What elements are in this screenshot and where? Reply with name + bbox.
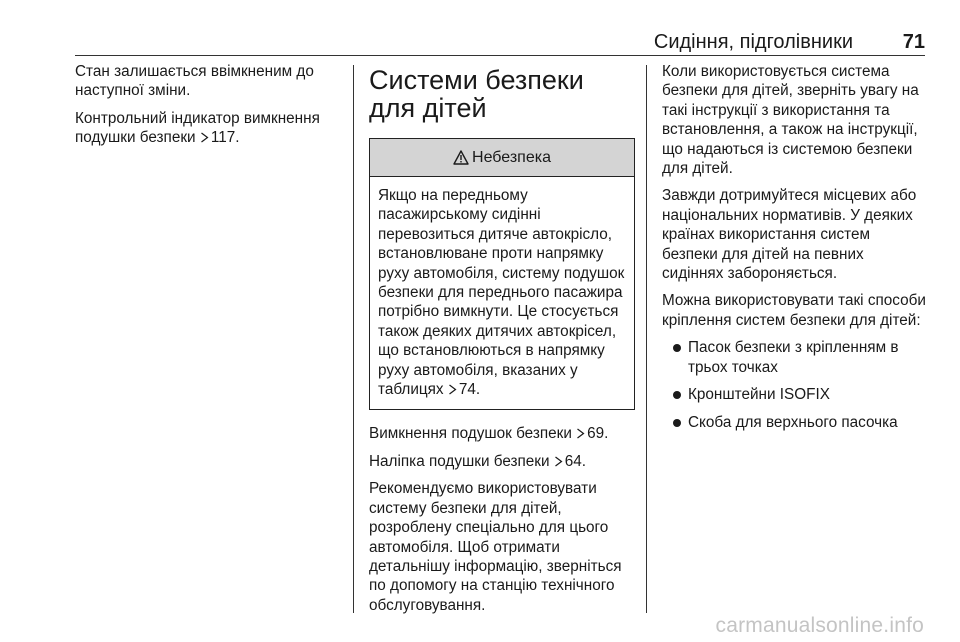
list-item [662,338,926,377]
paragraph-indicator-text: Контрольний індикатор вимкнення подушки безпеки [75,109,320,147]
reference-page[interactable]: 74. [458,381,481,399]
warning-body [370,177,634,409]
bullet-icon [673,344,681,352]
reference-page[interactable]: 69. [587,425,609,443]
column-divider-right [646,65,647,613]
warning-text [378,186,626,399]
page-reference-icon [554,456,563,467]
paragraph-state: Стан залишається ввімкненим до наступної зміни. [75,63,314,100]
list-item-text: Пасок безпеки з кріпленням в трьох точках [688,339,899,376]
warning-title: Небезпека [472,148,551,166]
paragraph-instructions: Коли використовується система безпеки для дітей, зверніть увагу на такі інструкції з використання та встановлення, а також на інструкції, що надаються із системою безпеки для дітей. [662,63,919,178]
column-divider-left [353,65,354,613]
paragraph-airbag-label [369,452,635,471]
fastening-list [662,338,926,432]
reference-page[interactable]: 64. [564,452,587,470]
reference-page[interactable]: 117. [210,129,240,147]
bullet-icon [673,391,681,399]
list-item [662,413,926,432]
column-left [75,62,345,156]
paragraph-indicator [75,109,345,148]
warning-header [370,139,634,177]
header-rule [75,55,925,56]
page-header [75,28,925,56]
page-reference-icon [200,132,209,143]
header-title: Сидіння, підголівники [653,31,853,53]
page-number: 71 [902,31,925,53]
list-item-text: Скоба для верхнього пасочка [688,413,898,431]
warning-triangle-icon [453,150,469,165]
list-item-text: Кронштейни ISOFIX [688,386,830,404]
paragraph-airbag-off [369,424,635,443]
warning-text-body: Якщо на передньому пасажирському сидінні перевозиться дитяче автокрісло, встановлюване проти напрямку руху автомобіля, систему подушок безпеки для переднього пасажира потрібно вимкнути. Це стосується також деяких дитячих автокрісел, що встановлюються в напрямку руху автомобіля, вказаних у таблицях [378,187,625,399]
paragraph-fastening-methods: Можна використовувати такі способи кріплення систем безпеки для дітей: [662,292,926,329]
bullet-icon [673,419,681,427]
section-heading: Системи безпеки для дітей [369,65,584,123]
warning-box [369,138,635,410]
list-item [662,385,926,404]
column-right [662,62,926,440]
paragraph-airbag-label-text: Наліпка подушки безпеки [369,452,550,470]
page-reference-icon [448,384,457,395]
page-reference-icon [576,428,585,439]
paragraph-regulations: Завжди дотримуйтеся місцевих або національних нормативів. У деяких країнах використання систем безпеки для дітей на певних сидіннях забороняється. [662,187,917,283]
watermark: carmanualsonline.info [715,614,924,637]
column-middle [369,62,635,623]
paragraph-airbag-off-text: Вимкнення подушок безпеки [369,425,572,443]
paragraph-recommendation: Рекомендуємо використовувати систему безпеки для дітей, розроблену спеціально для цього автомобіля. Щоб отримати детальнішу інформацію, зверніться по допомогу на станцію технічного обслуговування. [369,480,622,614]
